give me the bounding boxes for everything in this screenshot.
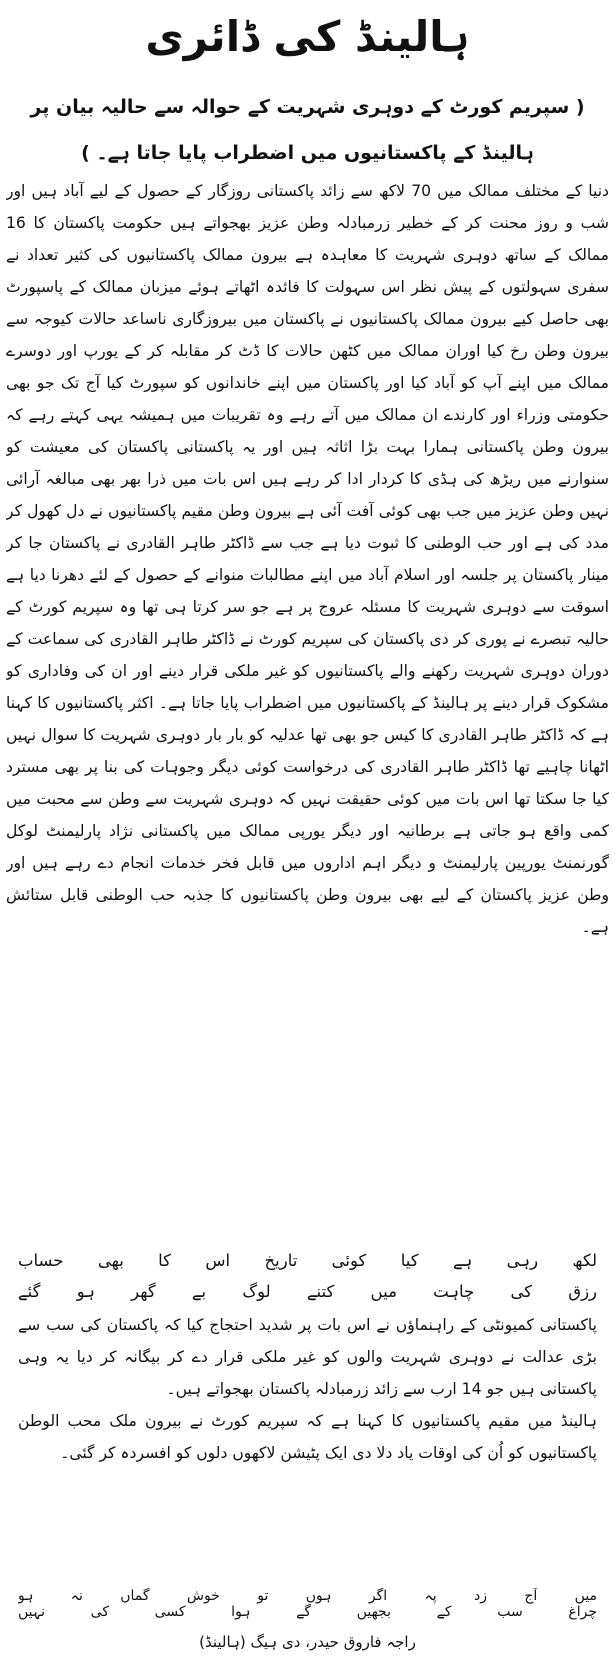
paragraph-3: ہالینڈ میں مقیم پاکستانیوں کا کہنا ہے کہ سپریم کورٹ نے بیرون ملک محب الوطن پاکستانیوں کو اُن کی اوقات یاد دلا دی ایک پٹیشن لاکھوں دلوں کو افسردہ کر گئی۔ <box>18 1412 597 1462</box>
verse-line: میں آج زد پہ اگر ہوں تو خوش گماں نہ ہو <box>18 1588 597 1604</box>
column-title: ہالینڈ کی ڈائری <box>145 12 470 61</box>
paragraph-1: دنیا کے مختلف ممالک میں 70 لاکھ سے زائد پاکستانی روزگار کے حصول کے لیے آباد ہیں اور شب و روز محنت کر کے خطیر زرمبادلہ وطن عزیز بھجواتے ہیں حکومت پاکستان کا 16 ممالک کے ساتھ دوہری شہریت کا معاہدہ ہے بیرون ممالک پاکستانیوں کی کثیر تعداد نے سفری سہولتوں کے پیش نظر اس سہولت کا فائدہ اٹھاتے ہوئے میزبان ممالک کے پاسپورٹ بھی حاصل کیے بیرون ممالک پاکستانیوں نے پاکستان میں بیروزگاری ناساعد حالات کیوجہ سے بیرون وطن رخ کیا اوران ممالک میں کٹھن حالات کا ڈٹ کر مقابلہ کر کے یورپ اور دوسرے ممالک میں اپنے آپ کو آباد کیا اور پاکستان میں اپنے خاندانوں کو سپورٹ کیا آج تک جو بھی حکومتی وزراء اور کارندے ان ممالک میں آتے رہے وہ تقریبات میں ہمیشہ یہی کہتے رہے کہ بیرون وطن پاکستانی ہمارا بہت بڑا اثاثہ ہیں اور یہ پاکستانی پاکستان کی معیشت کو سنوارنے میں ریڑھ کی ہڈی کا کردار ادا کر رہے ہیں اس بات میں ذرا بھر بھی مبالغہ آرائی نہیں وطن عزیز میں جب بھی کوئی آفت آئی ہے بیرون وطن مقیم پاکستانیوں نے دل کھول کر مدد کی ہے اور حب الوطنی کا ثبوت دیا ہے جب سے ڈاکٹر طاہر القادری نے پاکستان جا کر مینار پاکستان پر جلسہ اور اسلام آباد میں اپنے مطالبات منوانے کے حصول کے لئے دھرنا دیا ہے اسوقت سے دوہری شہریت کا مسئلہ عروج پر ہے جو سر کرتا ہی تھا وہ سپریم کورٹ کے حالیہ تبصرے نے پوری کر دی پاکستان کی سپریم کورٹ نے ڈاکٹر طاہر القادری کی سماعت کے دوران دوہری شہریت رکھنے والے پاکستانیوں کو غیر ملکی قرار دینے اور ان کی وفاداری کو مشکوک قرار دینے پر ہالینڈ کے پاکستانیوں میں اضطراب پایا جاتا ہے۔ اکثر پاکستانیوں کا کہنا ہے کہ ڈاکٹر طاہر القادری کا کیس جو بھی تھا عدلیہ کو بار بار دوہری شہریت کا سوال نہیں اٹھانا چاہیے تھا ڈاکٹر طاہر القادری کی درخواست کوئی دیگر وجوہات کی بنا پر بھی مسترد کیا جا سکتا تھا اس بات میں کوئی حقیقت نہیں کہ دوہری شہریت سے وطن سے محبت میں کمی واقع ہو جاتی ہے برطانیہ اور دیگر یورپی ممالک میں پاکستانی نژاد پارلیمنٹ لوکل گورنمنٹ یورپین پارلیمنٹ و دیگر اہم اداروں میں قابل فخر خدمات انجام دے رہے ہیں اور وطن عزیز پاکستان کے لیے بھی بیرون وطن پاکستانیوں کا جذبہ حب الوطنی قابل ستائش ہے۔ <box>6 182 609 936</box>
author-signature: راجہ فاروق حیدر، دی ہیگ (ہالینڈ) <box>199 1633 416 1651</box>
verse-couplet-1 <box>18 1245 597 1469</box>
verse-line: لکھ رہی ہے کیا کوئی تاریخ اس کا بھی حساب <box>18 1251 597 1270</box>
verse-couplet-2 <box>18 1588 597 1620</box>
column-subtitle: ( سپریم کورٹ کے دوہری شہریت کے حوالہ سے حالیہ بیان پر ہالینڈ کے پاکستانیوں میں اضطراب پایا جاتا ہے۔ ) <box>30 96 585 164</box>
paragraph-2: پاکستانی کمیونٹی کے راہنماؤں نے اس بات پر شدید احتجاج کیا کہ پاکستان کی سب سے بڑی عدالت نے دوہری شہریت والوں کو غیر ملکی قرار دے کر بیگانہ کر دیا یہ وہی پاکستانی ہیں جو 14 ارب سے زائد زرمبادلہ پاکستان بھجواتے ہیں۔ <box>18 1316 597 1398</box>
verse-line: رزق کی چاہت میں کتنے لوگ بے گھر ہو گئے <box>18 1282 597 1301</box>
verse-line: چراغ سب کے بجھیں گے ہوا کسی کی نہیں <box>18 1604 597 1620</box>
